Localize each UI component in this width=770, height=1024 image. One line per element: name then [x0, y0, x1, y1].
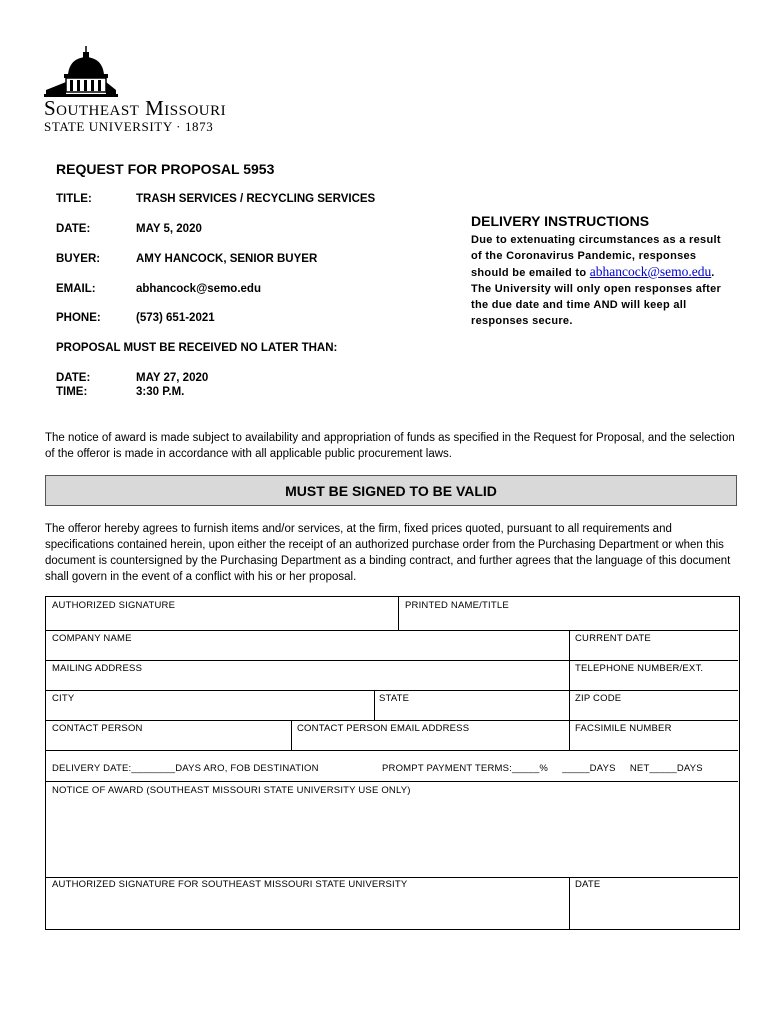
phone-label: PHONE:: [56, 312, 101, 324]
email-value: abhancock@semo.edu: [136, 283, 261, 295]
deadline-heading: PROPOSAL MUST BE RECEIVED NO LATER THAN:: [56, 342, 338, 354]
title-value: TRASH SERVICES / RECYCLING SERVICES: [136, 193, 376, 205]
date-value: MAY 5, 2020: [136, 223, 202, 235]
phone-value: (573) 651-2021: [136, 312, 215, 324]
university-subtitle: STATE UNIVERSITY · 1873: [44, 119, 214, 134]
form-divider: [398, 597, 399, 630]
date-label: DATE:: [56, 223, 91, 235]
university-logo: [44, 46, 118, 103]
form-divider: [46, 750, 738, 751]
company-name-field[interactable]: COMPANY NAME: [52, 633, 132, 644]
semo-signature-field[interactable]: AUTHORIZED SIGNATURE FOR SOUTHEAST MISSOURI STATE UNIVERSITY: [52, 879, 408, 890]
facsimile-field[interactable]: FACSIMILE NUMBER: [575, 723, 672, 734]
telephone-field[interactable]: TELEPHONE NUMBER/EXT.: [575, 663, 704, 674]
delivery-date-field[interactable]: DELIVERY DATE:________DAYS ARO, FOB DESTINATION: [52, 763, 319, 774]
city-field[interactable]: CITY: [52, 693, 75, 704]
payment-terms-field[interactable]: PROMPT PAYMENT TERMS:_____% _____DAYS NET_____DAYS: [382, 763, 703, 774]
form-divider: [569, 877, 570, 929]
delivery-instructions: [471, 232, 733, 329]
dome-building-icon: [44, 46, 118, 98]
buyer-value: AMY HANCOCK, SENIOR BUYER: [136, 253, 318, 265]
printed-name-field[interactable]: PRINTED NAME/TITLE: [405, 600, 509, 611]
delivery-text-after: . The University will only open responses after the due date and time AND will keep all responses secure.: [471, 267, 722, 327]
buyer-label: BUYER:: [56, 253, 101, 265]
contact-email-field[interactable]: CONTACT PERSON EMAIL ADDRESS: [297, 723, 470, 734]
delivery-text-before: Due to extenuating circumstances as a result of the Coronavirus Pandemic, responses should be emailed to: [471, 234, 721, 279]
notice-of-award-field[interactable]: NOTICE OF AWARD (SOUTHEAST MISSOURI STATE UNIVERSITY USE ONLY): [52, 785, 411, 796]
mailing-address-field[interactable]: MAILING ADDRESS: [52, 663, 143, 674]
contact-person-field[interactable]: CONTACT PERSON: [52, 723, 143, 734]
form-divider: [46, 690, 738, 691]
form-divider: [46, 720, 738, 721]
form-divider: [291, 720, 292, 750]
current-date-field[interactable]: CURRENT DATE: [575, 633, 651, 644]
form-divider: [46, 630, 738, 631]
state-field[interactable]: STATE: [379, 693, 410, 704]
rfp-title: REQUEST FOR PROPOSAL 5953: [56, 161, 275, 177]
form-divider: [374, 690, 375, 720]
form-divider: [46, 781, 738, 782]
email-label: EMAIL:: [56, 283, 96, 295]
form-divider: [46, 660, 738, 661]
deadline-date-value: MAY 27, 2020: [136, 372, 209, 384]
delivery-email-link[interactable]: abhancock@semo.edu: [589, 264, 712, 279]
deadline-time-label: TIME:: [56, 386, 88, 398]
notice-paragraph: The notice of award is made subject to availability and appropriation of funds as specified in the Request for Proposal, and the selection of the offeror is made in accordance with all applicable public procurement laws.: [45, 432, 735, 460]
signature-banner: MUST BE SIGNED TO BE VALID: [45, 475, 737, 506]
university-name: Southeast Missouri: [44, 96, 227, 120]
award-date-field[interactable]: DATE: [575, 879, 601, 890]
form-divider: [46, 877, 738, 878]
title-label: TITLE:: [56, 193, 92, 205]
signature-form: [45, 596, 740, 930]
zip-code-field[interactable]: ZIP CODE: [575, 693, 622, 704]
form-divider: [569, 630, 570, 750]
deadline-time-value: 3:30 P.M.: [136, 386, 185, 398]
delivery-heading: DELIVERY INSTRUCTIONS: [471, 213, 650, 229]
authorized-signature-field[interactable]: AUTHORIZED SIGNATURE: [52, 600, 176, 611]
deadline-date-label: DATE:: [56, 372, 91, 384]
agreement-paragraph: The offeror hereby agrees to furnish items and/or services, at the firm, fixed prices quoted, pursuant to all requirements and specifications contained herein, upon either the receipt of an authorized purchase order from the Purchasing Department or when this document is countersigned by the Purchasing Department as a binding contract, and further agrees that the language of this document shall govern in the event of a conflict with his or her proposal.: [45, 523, 731, 583]
